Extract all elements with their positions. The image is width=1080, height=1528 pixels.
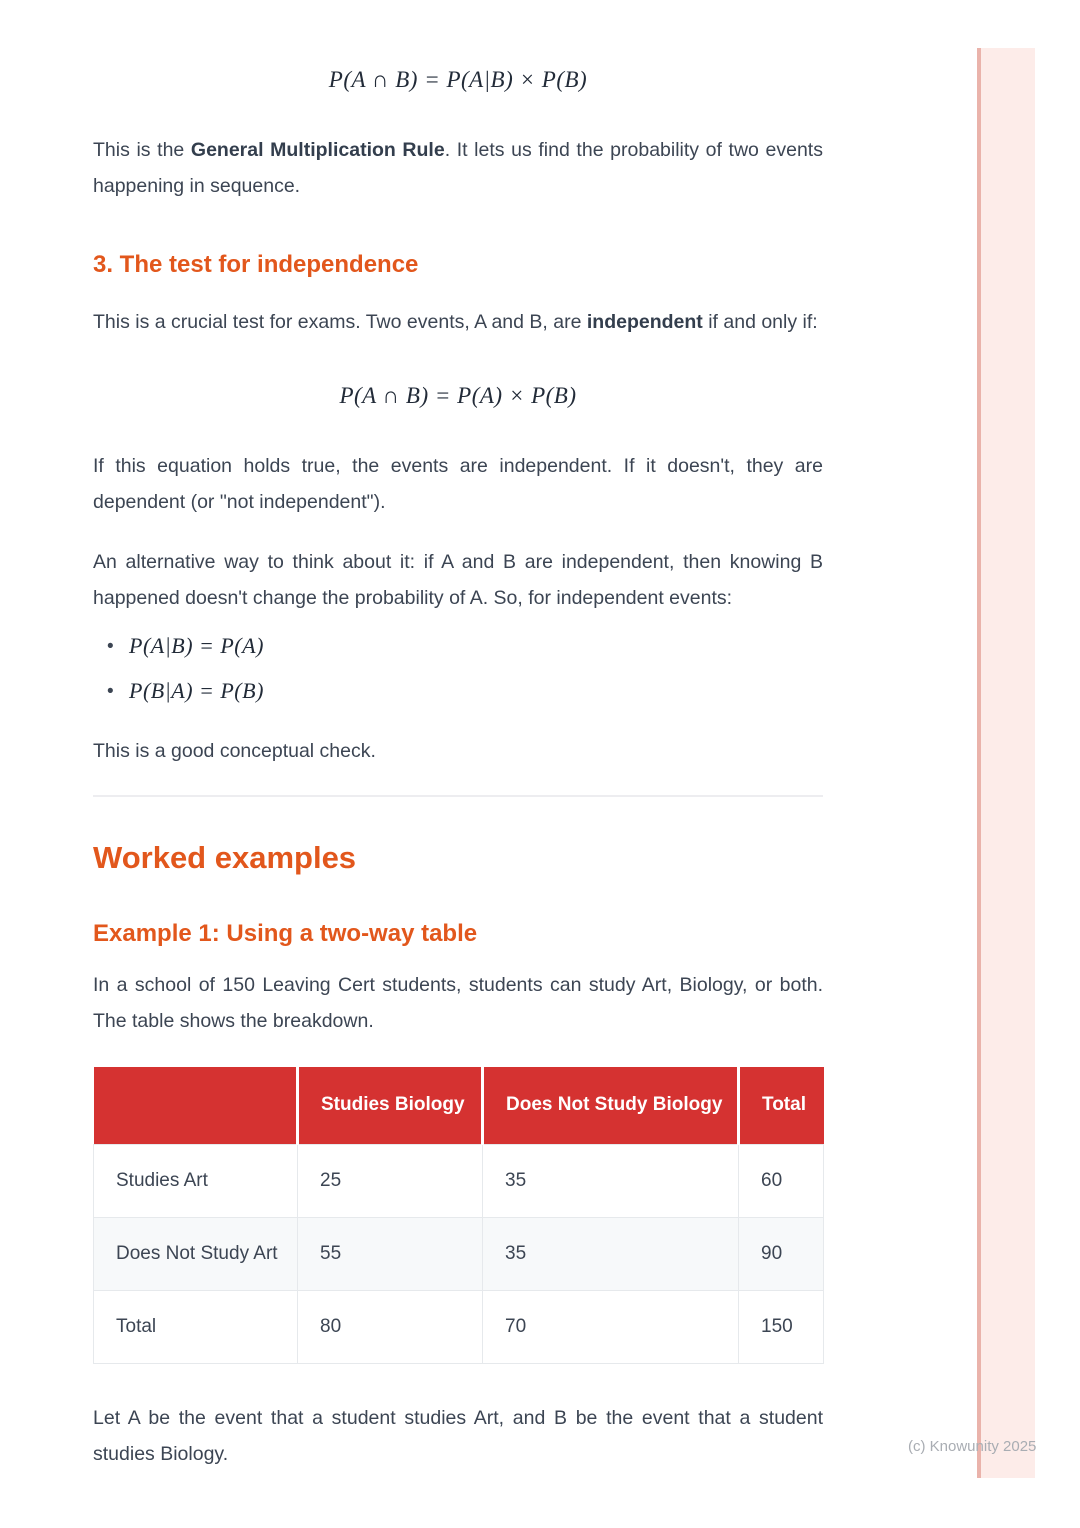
paragraph-general-multiplication	[93, 132, 823, 204]
copyright-notice: (c) Knowunity 2025	[908, 1438, 1037, 1455]
table-header-total: Total	[739, 1067, 824, 1144]
formula-general-multiplication: P(A ∩ B) = P(A|B) × P(B)	[328, 67, 588, 92]
document-content	[93, 0, 823, 1472]
paragraph-example1-intro: In a school of 150 Leaving Cert students, students can study Art, Biology, or both. The table shows the breakdown.	[93, 974, 823, 1032]
section-divider	[93, 795, 823, 797]
table-row-total	[94, 1290, 824, 1363]
row-label: Total	[94, 1290, 298, 1363]
table-row-studies-art	[94, 1144, 824, 1217]
bullet-conditional-a-given-b: • P(A|B) = P(A)	[107, 632, 823, 660]
heading-worked-examples: Worked examples	[93, 840, 357, 875]
table-header-empty	[94, 1067, 298, 1144]
cell-value: 80	[298, 1290, 483, 1363]
bold-general-multiplication-rule: General Multiplication Rule	[190, 139, 445, 161]
formula-independence: P(A ∩ B) = P(A) × P(B)	[339, 383, 577, 408]
paragraph-equation-holds: If this equation holds true, the events are independent. If it doesn't, they are dependent (or "not independent").	[93, 455, 823, 513]
heading-example-1: Example 1: Using a two-way table	[93, 920, 478, 947]
paragraph-conceptual-check: This is a good conceptual check.	[93, 740, 376, 762]
bold-independent: independent	[586, 311, 703, 333]
heading-test-for-independence: 3. The test for independence	[93, 251, 419, 278]
bullet-conditional-b-given-a: • P(B|A) = P(B)	[107, 677, 823, 705]
cell-value: 150	[739, 1290, 824, 1363]
paragraph-define-events: Let A be the event that a student studies Art, and B be the event that a student studies Biology.	[93, 1406, 823, 1465]
cell-value: 35	[483, 1217, 739, 1290]
cell-value: 60	[739, 1144, 824, 1217]
table-header-row	[94, 1067, 824, 1144]
row-label: Studies Art	[94, 1144, 298, 1217]
table-header-studies-biology: Studies Biology	[298, 1067, 483, 1144]
text-segment: This is the	[93, 139, 191, 161]
text-segment: . It lets us find the probability of two events happening in sequence.	[93, 139, 823, 197]
paragraph-alternative-way: An alternative way to think about it: if A and B are independent, then knowing B happened doesn't change the probability of A. So, for independent events:	[93, 551, 823, 609]
right-accent-bar	[977, 48, 1035, 1478]
paragraph-crucial-test	[93, 304, 823, 340]
text-segment: This is a crucial test for exams. Two events, A and B, are	[93, 311, 587, 333]
cell-value: 55	[298, 1217, 483, 1290]
cell-value: 25	[298, 1144, 483, 1217]
cell-value: 35	[483, 1144, 739, 1217]
table-header-does-not-study-biology: Does Not Study Biology	[483, 1067, 739, 1144]
text-segment: if and only if:	[702, 311, 818, 333]
table-row-does-not-study-art	[94, 1217, 824, 1290]
cell-value: 70	[483, 1290, 739, 1363]
cell-value: 90	[739, 1217, 824, 1290]
independence-bullet-list	[93, 632, 823, 705]
two-way-table	[93, 1067, 824, 1364]
row-label: Does Not Study Art	[94, 1217, 298, 1290]
